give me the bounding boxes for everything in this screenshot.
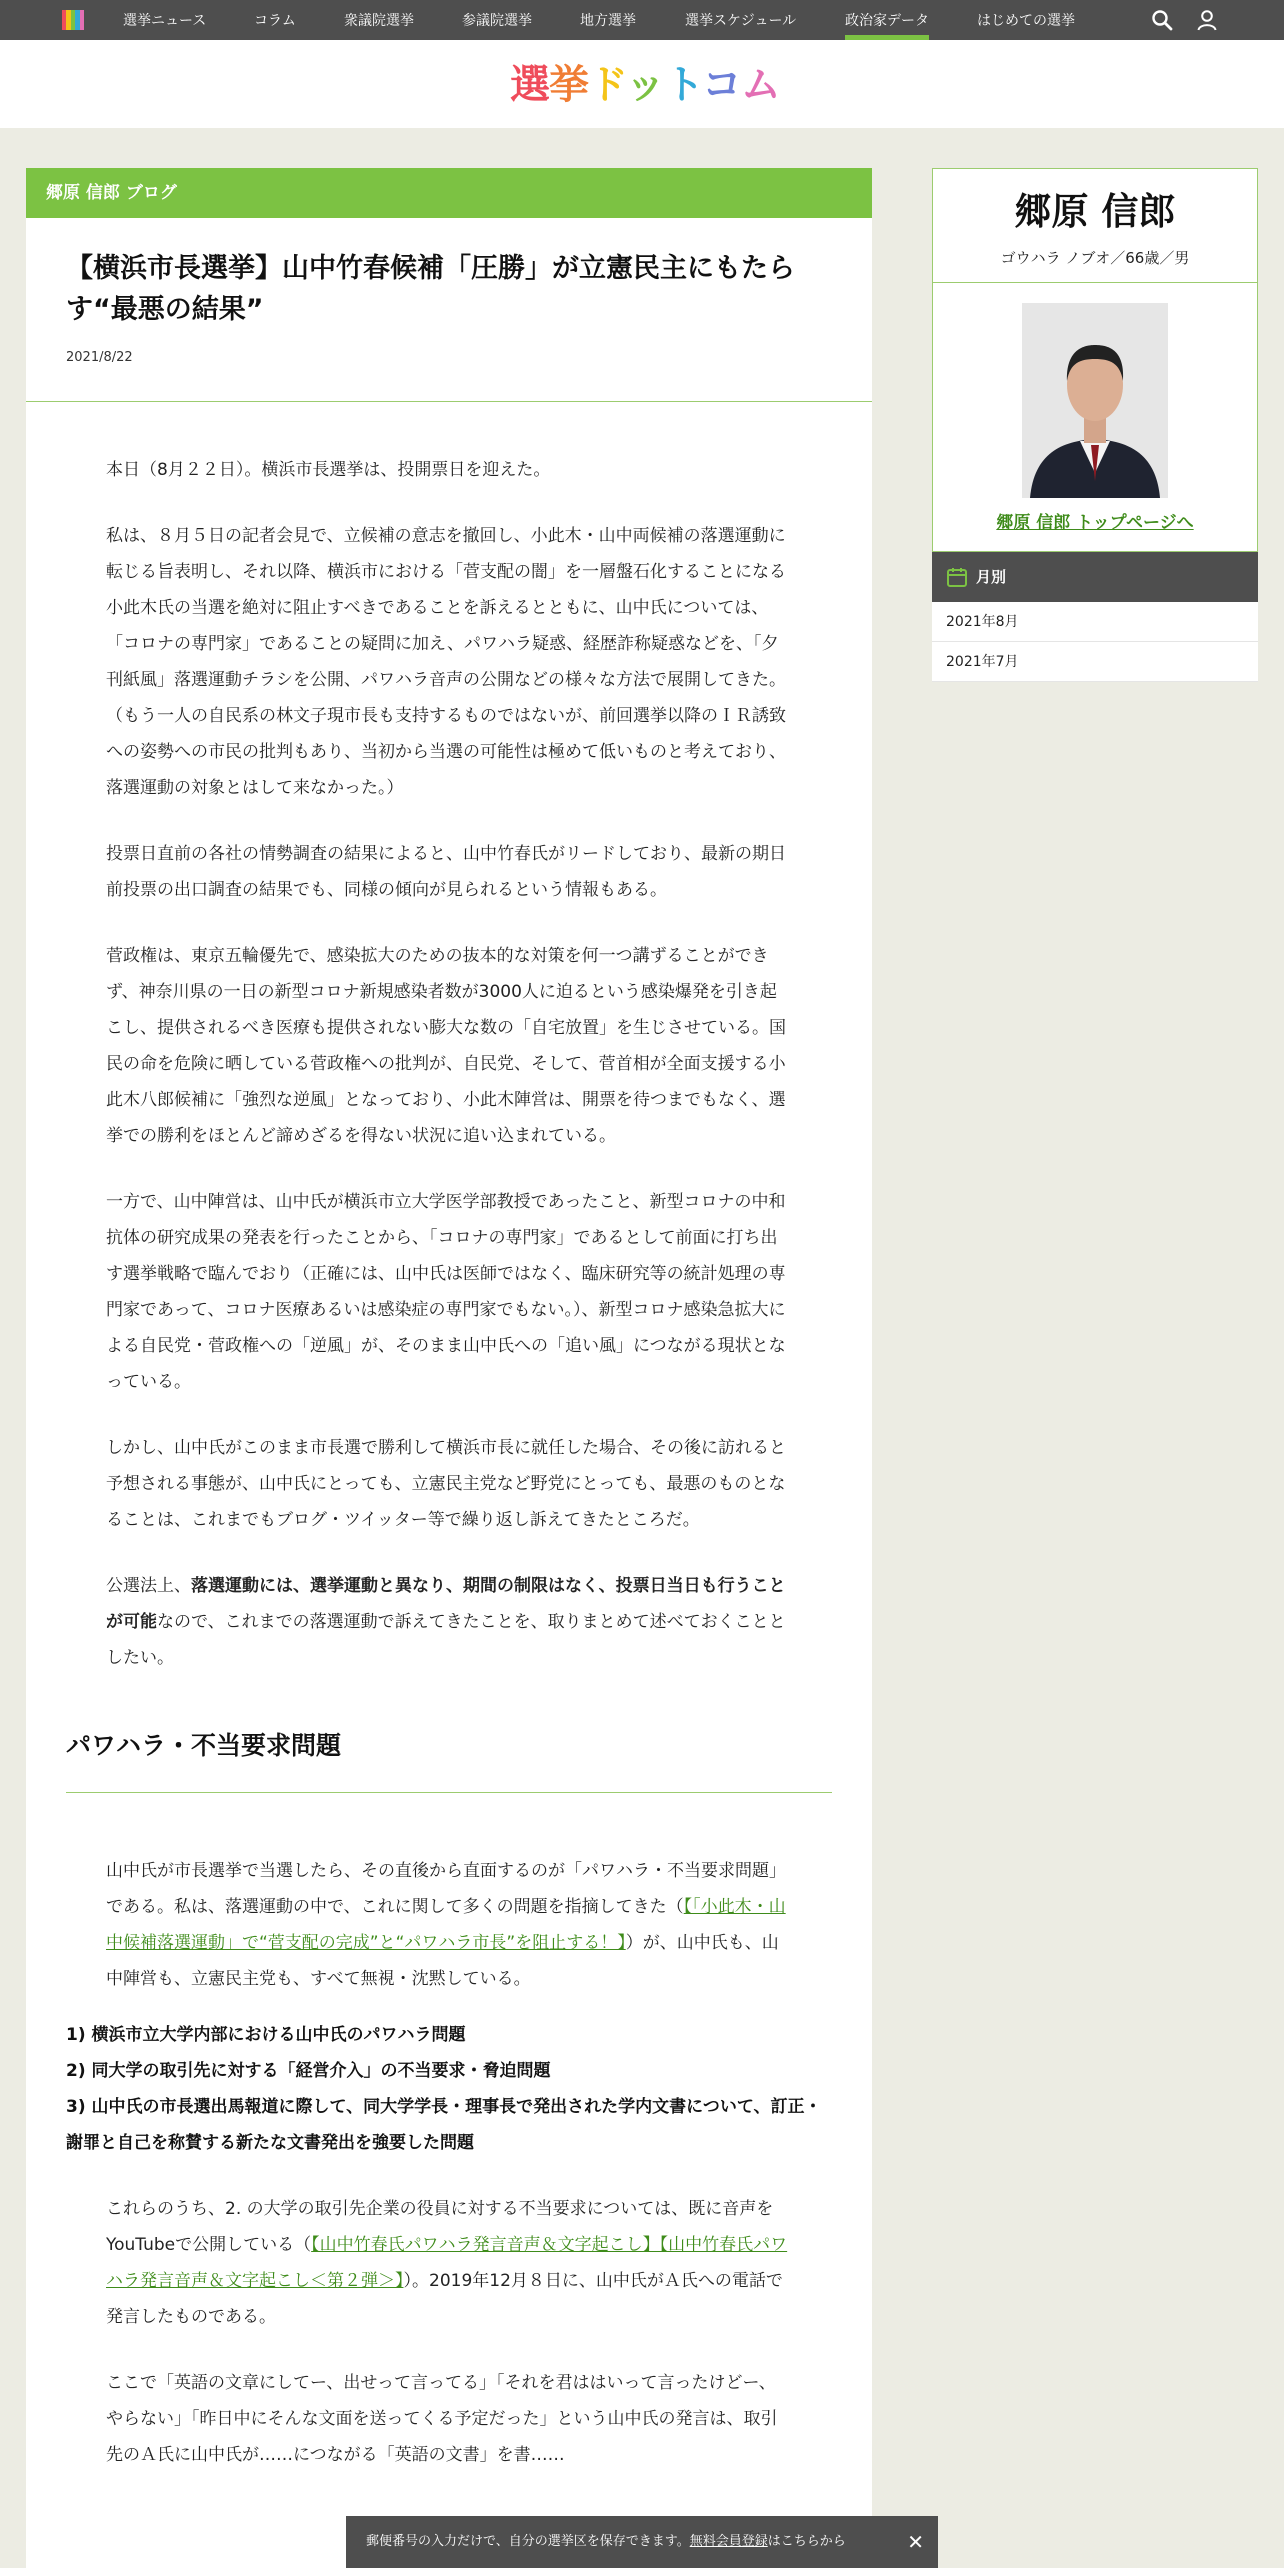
paragraph-9: [66, 2191, 832, 2335]
politician-photo: [1022, 303, 1168, 498]
paragraph-9-tail: ）。2019年12月８日に、山中氏がＡ氏への電話で発言したものである。: [106, 2271, 783, 2327]
monthly-archive-header: [932, 552, 1258, 602]
article-body: [26, 452, 872, 2473]
logo-char: ム: [740, 62, 780, 108]
nav-item-column[interactable]: コラム: [254, 13, 296, 29]
toast-text: 郵便番号の入力だけで、自分の選挙区を保存できます。: [366, 2534, 690, 2549]
politician-top-link[interactable]: 郷原 信郎 トップページへ: [996, 513, 1194, 533]
logo-char: 選: [510, 62, 549, 108]
close-icon[interactable]: ✕: [907, 2530, 924, 2554]
calendar-icon: [946, 566, 968, 588]
nav-item-news[interactable]: 選挙ニュース: [123, 13, 207, 29]
user-icon[interactable]: [1195, 8, 1219, 32]
paragraph-4: 菅政権は、東京五輪優先で、感染拡大のための抜本的な対策を何一つ講ずることができず、神奈川県の一日の新型コロナ新規感染者数が3000人に迫るという感染爆発を引き起こし、提供されるべき医療も提供されない膨大な数の「自宅放置」を生じさせている。国民の命を危険に晒している菅政権への批判が、自民党、そして、菅首相が全面支援する小此木八郎候補に「強烈な逆風」となっており、小此木陣営は、開票を待つまでもなく、選挙での勝利をほとんど諦めざるを得ない状況に追い込まれている。: [106, 946, 786, 1146]
logo-char: コ: [701, 62, 741, 108]
nav-item-house-of-councillors[interactable]: 参議院選挙: [462, 13, 532, 29]
paragraph-3: 投票日直前の各社の情勢調査の結果によると、山中竹春氏がリードしており、最新の期日前投票の出口調査の結果でも、同様の傾向が見られるという情報もある。: [106, 844, 786, 900]
monthly-archive-title: 月別: [976, 568, 1007, 586]
blog-label: 郷原 信郎 ブログ: [26, 168, 872, 218]
article-date: 2021/8/22: [66, 350, 133, 365]
logo-char: ッ: [625, 62, 665, 108]
site-logo[interactable]: [510, 62, 780, 108]
paragraph-8-tail: ）が、山中氏も、山中陣営も、立憲民主党も、すべて無視・沈黙している。: [106, 1933, 779, 1989]
paragraph-10: ここで「英語の文章にしてー、出せって言ってる」「それを君ははいって言ったけどー、やらない」「昨日中にそんな文面を送ってくる予定だった」という山中氏の発言は、取引先のＡ氏に山中氏が……につながる「英語の文書」を書……: [106, 2373, 778, 2465]
paragraph-5: 一方で、山中陣営は、山中氏が横浜市立大学医学部教授であったこと、新型コロナの中和抗体の研究成果の発表を行ったことから、「コロナの専門家」であるとして前面に打ち出す選挙戦略で臨んでおり（正確には、山中氏は医師ではなく、臨床研究等の統計処理の専門家であって、コロナ医療あるいは感染症の専門家でもない。）、新型コロナ感染急拡大による自民党・菅政権への「逆風」が、そのまま山中氏への「追い風」につながる現状となっている。: [106, 1192, 786, 1392]
politician-name: 郷原 信郎: [1014, 190, 1176, 233]
paragraph-7-emphasis: 落選運動には、選挙運動と異なり、期間の制限はなく、投票日当日も行うことが可能: [106, 1576, 786, 1632]
audio-transcript-link[interactable]: 【山中竹春氏パワハラ発言音声＆文字起こし】【山中竹春氏パワハラ発言音声＆文字起こし＜第２弾＞】: [106, 2235, 788, 2291]
nav-item-house-of-representatives[interactable]: 衆議院選挙: [344, 13, 414, 29]
article-container: [26, 168, 872, 2568]
issue-list: [66, 2017, 832, 2161]
site-header: [0, 40, 1284, 128]
search-icon[interactable]: [1150, 8, 1174, 32]
site-mini-logo[interactable]: [62, 10, 84, 30]
paragraph-7: [66, 1568, 832, 1676]
nav-item-first-election[interactable]: はじめての選挙: [977, 13, 1075, 29]
nav-item-local-elections[interactable]: 地方選挙: [580, 13, 636, 29]
nav-item-schedule[interactable]: 選挙スケジュール: [685, 13, 797, 29]
article-header: [26, 218, 872, 402]
sidebar: [932, 168, 1258, 682]
politician-details: ゴウハラ ノブオ／66歳／男: [933, 233, 1257, 283]
paragraph-7-tail: なので、これまでの落選運動で訴えてきたことを、取りまとめて述べておくこととしたい。: [106, 1612, 786, 1668]
paragraph-8-lead: 山中氏が市長選挙で当選したら、その直後から直面するのが「パワハラ・不当要求問題」である。私は、落選運動の中で、これに関して多くの問題を指摘してきた（: [106, 1861, 786, 1917]
related-article-link[interactable]: 【「小此木・山中候補落選運動」で“菅支配の完成”と“パワハラ市長”を阻止する！】: [106, 1897, 786, 1953]
section-title: パワハラ・不当要求問題: [66, 1726, 832, 1793]
list-item: 2) 同大学の取引先に対する「経営介入」の不当要求・脅迫問題: [66, 2061, 551, 2081]
registration-toast: [346, 2516, 938, 2568]
logo-char: ト: [664, 62, 702, 108]
logo-char: 挙: [549, 62, 588, 108]
free-registration-link[interactable]: 無料会員登録: [689, 2534, 768, 2549]
paragraph-9-lead: これらのうち、2. の大学の取引先企業の役員に対する不当要求については、既に音声をYouTubeで公開している（: [106, 2199, 774, 2255]
paragraph-2: 私は、８月５日の記者会見で、立候補の意志を撤回し、小此木・山中両候補の落選運動に転じる旨表明し、それ以降、横浜市における「菅支配の闇」を一層盤石化することになる小此木氏の当選を絶対に阻止すべきであることを訴えるとともに、山中氏については、「コロナの専門家」であることの疑問に加え、パワハラ疑惑、経歴詐称疑惑などを、「夕刊紙風」落選運動チラシを公開、パワハラ音声の公開などの様々な方法で展開してきた。（もう一人の自民系の林文子現市長も支持するものではないが、前回選挙以降のＩＲ誘致への姿勢への市民の批判もあり、当初から当選の可能性は極めて低いものと考えており、落選運動の対象とはして来なかった。）: [106, 526, 786, 798]
month-link-2021-07[interactable]: 2021年7月: [932, 642, 1258, 682]
paragraph-1: 本日（8月２２日）。横浜市長選挙は、投開票日を迎えた。: [106, 460, 551, 480]
paragraph-6: しかし、山中氏がこのまま市長選で勝利して横浜市長に就任した場合、その後に訪れると予想される事態が、山中氏にとっても、立憲民主党など野党にとっても、最悪のものとなることは、これまでもブログ・ツイッター等で繰り返し訴えてきたところだ。: [106, 1438, 786, 1530]
list-item: 1) 横浜市立大学内部における山中氏のパワハラ問題: [66, 2025, 466, 2045]
profile-card: [932, 168, 1258, 552]
paragraph-7-lead: 公選法上、: [106, 1576, 191, 1596]
nav-item-politician-data[interactable]: 政治家データ: [845, 0, 929, 40]
toast-suffix: はこちらから: [767, 2534, 846, 2549]
list-item: 3) 山中氏の市長選出馬報道に際して、同大学学長・理事長で発出された学内文書について、訂正・謝罪と自己を称賛する新たな文書発出を強要した問題: [66, 2097, 822, 2153]
month-link-2021-08[interactable]: 2021年8月: [932, 602, 1258, 642]
article-title: 【横浜市長選挙】山中竹春候補「圧勝」が立憲民主にもたらす“最悪の結果”: [66, 253, 795, 325]
top-nav: [0, 0, 1284, 40]
logo-char: ド: [588, 62, 626, 108]
paragraph-8: [66, 1853, 832, 1997]
